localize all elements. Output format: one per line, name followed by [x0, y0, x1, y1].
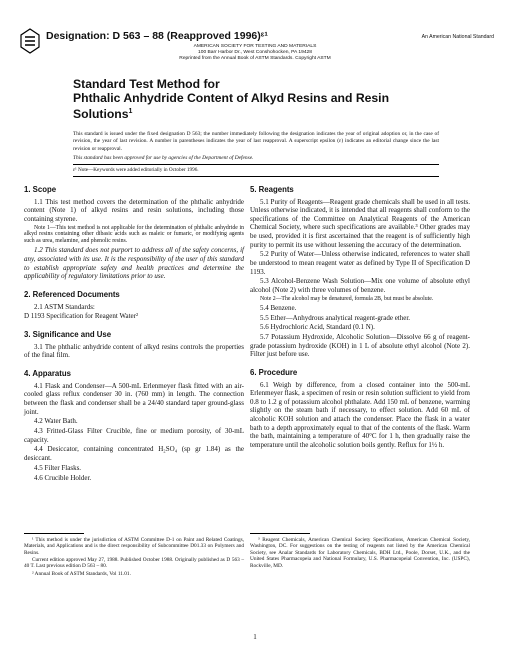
footnote: ² Annual Book of ASTM Standards, Vol 11.01. — [32, 570, 131, 577]
paragraph: 3.1 The phthalic anhydride content of alkyd resins controls the properties of the final film. — [24, 342, 244, 360]
footnote: ³ Reagent Chemicals, American Chemical Society Specifications, American Chemical Society, Washington, DC. For suggestions on the testing of reagents not listed by the American Chemical Society, see Analar Standards for Laboratory Chemicals, BDH Ltd., Poole, Dorset, U.K., and the United States Pharmacopeia and National Formulary, U.S. Pharmacopeial Convention, Inc. (USPC), Rockville, MD. — [250, 537, 470, 569]
document-title — [73, 78, 433, 122]
section-heading: 4. Apparatus — [24, 369, 71, 379]
paragraph: 4.2 Water Bath. — [34, 417, 78, 426]
paragraph: 5.1 Purity of Reagents—Reagent grade chemicals shall be used in all tests. Unless otherwise indicated, it is intended that all reagents shall conform to the specifications of the Committee on Analytical Reagents of the American Chemical Society, where such specifications are available.³ Other grades may be used, provided it is first ascertained that the reagent is of sufficiently high purity to permit its use without lessening the accuracy of the determination. — [250, 197, 470, 249]
section-heading: 1. Scope — [24, 185, 57, 194]
note: Note 2—The alcohol may be denatured, formula 2B, but must be absolute. — [260, 295, 434, 302]
paragraph: 5.5 Ether—Anhydrous analytical reagent-grade ether. — [260, 313, 411, 322]
paragraph: D 1193 Specification for Reagent Water² — [24, 312, 139, 321]
section-heading: 2. Referenced Documents — [24, 290, 120, 300]
paragraph: 4.5 Filter Flasks. — [34, 463, 82, 472]
paragraph: 6.1 Weigh by difference, from a closed container into the 500-mL Erlenmeyer flask, a specimen of resin or resin solution sufficient to yield from 0.8 to 1.2 g of potassium alcohol phthalate. Add 150 mL of benzene, warming slightly on the steam bath if necessary, to effect solution. Add 60 mL of alcoholic KOH solution and attach the condenser. Place the flask in a water bath to a depth approximately equal to that of the contents of the flask. Warm the bath, maintaining a temperature of 40°C for 1 h, then gradually raise the temperature until the alcoholic solution boils gently. Reflux for 1½ h. — [250, 380, 470, 449]
divider — [73, 164, 439, 165]
section-heading: 3. Significance and Use — [24, 330, 112, 340]
footnotes-right — [250, 537, 470, 570]
left-column — [24, 184, 244, 483]
paragraph: 2.1 ASTM Standards: — [34, 302, 95, 311]
section-heading: 6. Procedure — [250, 368, 298, 378]
paragraph: 4.6 Crucible Holder. — [34, 473, 92, 482]
preamble: This standard is issued under the fixed designation D 563; the number immediately following the designation indicates the year of original adoption or, in the case of revision, the year of last revision. A number in parentheses indicates the year of last reapproval. A superscript epsilon (ε) indicates an editorial change since the last revision or reapproval. — [73, 131, 439, 152]
paragraph: 5.3 Alcohol-Benzene Wash Solution—Mix one volume of absolute ethyl alcohol (Note 2) with three volumes of benzene. — [250, 277, 470, 294]
paragraph: 4.1 Flask and Condenser—A 500-mL Erlenmeyer flask fitted with an air-cooled glass reflux condenser 30 in. (760 mm) in length. The connection between the flask and condenser shall be a 24/40 standard taper ground-glass joint. — [24, 381, 244, 416]
footnote-divider — [24, 533, 84, 534]
paragraph: 4.3 Fritted-Glass Filter Crucible, fine or medium porosity, of 30-mL capacity. — [24, 427, 244, 444]
right-column — [250, 184, 470, 451]
american-national-standard: An American National Standard — [421, 34, 494, 40]
footnote: Current edition approved May 27, 1988. Published October 1988. Originally published as D 563 – 40 T. Last previous edition D 563 – 80. — [24, 557, 244, 570]
publisher-block — [0, 44, 510, 61]
divider — [73, 176, 439, 177]
footnote: ¹ This method is under the jurisdiction of ASTM Committee D-1 on Paint and Related Coatings, Materials, and Applications and is the direct responsibility of Subcommittee D01.33 on Polymers and Resins. — [24, 537, 244, 556]
section-heading: 5. Reagents — [250, 185, 294, 194]
title-line: Phthalic Anhydride Content of Alkyd Resins and Resin — [73, 90, 390, 105]
designation: Designation: D 563 – 88 (Reapproved 1996)ᵋ¹ — [46, 30, 268, 42]
paragraph: 5.7 Potassium Hydroxide, Alcoholic Solution—Dissolve 66 g of reagent-grade potassium hydroxide (KOH) in 1 L of absolute ethyl alcohol (Note 2). Filter just before use. — [250, 333, 470, 359]
title-line: Solutions — [73, 107, 129, 122]
title-footnote-mark: 1 — [128, 108, 133, 116]
paragraph: 5.6 Hydrochloric Acid, Standard (0.1 N). — [260, 323, 375, 332]
paragraph: 1.1 This test method covers the determination of the phthalic anhydride content (Note 1) of alkyd resins and resin solutions, including those containing styrene. — [24, 197, 244, 223]
editorial-note: ε¹ Note—Keywords were added editorially in October 1996. — [73, 167, 199, 173]
footnotes-left — [24, 537, 244, 578]
paragraph: 5.4 Benzene. — [260, 303, 297, 312]
note: Note 1—This test method is not applicable for the determination of phthalic anhydride in alkyd resins containing other dibasic acids such as maleic or fumaric, or modifying agents such as urea, melamine, and phenolic resins. — [24, 224, 244, 245]
page-number: 1 — [253, 633, 257, 641]
reprint-line: Reprinted from the Annual Book of ASTM Standards. Copyright ASTM — [179, 55, 331, 61]
title-line: Standard Test Method for — [73, 77, 220, 91]
publisher-line: AMERICAN SOCIETY FOR TESTING AND MATERIALS — [193, 44, 317, 49]
footnote-divider — [250, 533, 310, 534]
paragraph: 5.2 Purity of Water—Unless otherwise indicated, references to water shall be understood to mean reagent water as defined by Type II of Specification D 1193. — [250, 250, 470, 276]
paragraph: 1.2 This standard does not purport to address all of the safety concerns, if any, associated with its use. It is the responsibility of the user of this standard to establish appropriate safety and health practices and determine the applicability of regulatory limitations prior to use. — [24, 246, 244, 281]
dod-approval: This standard has been approved for use by agencies of the Department of Defense. — [73, 155, 254, 161]
paragraph: 4.4 Desiccator, containing concentrated H₂SO₄ (sp gr 1.84) as the desiccant. — [24, 445, 244, 463]
publisher-address: 100 Barr Harbor Dr., West Conshohocken, PA 19428 — [198, 49, 312, 55]
